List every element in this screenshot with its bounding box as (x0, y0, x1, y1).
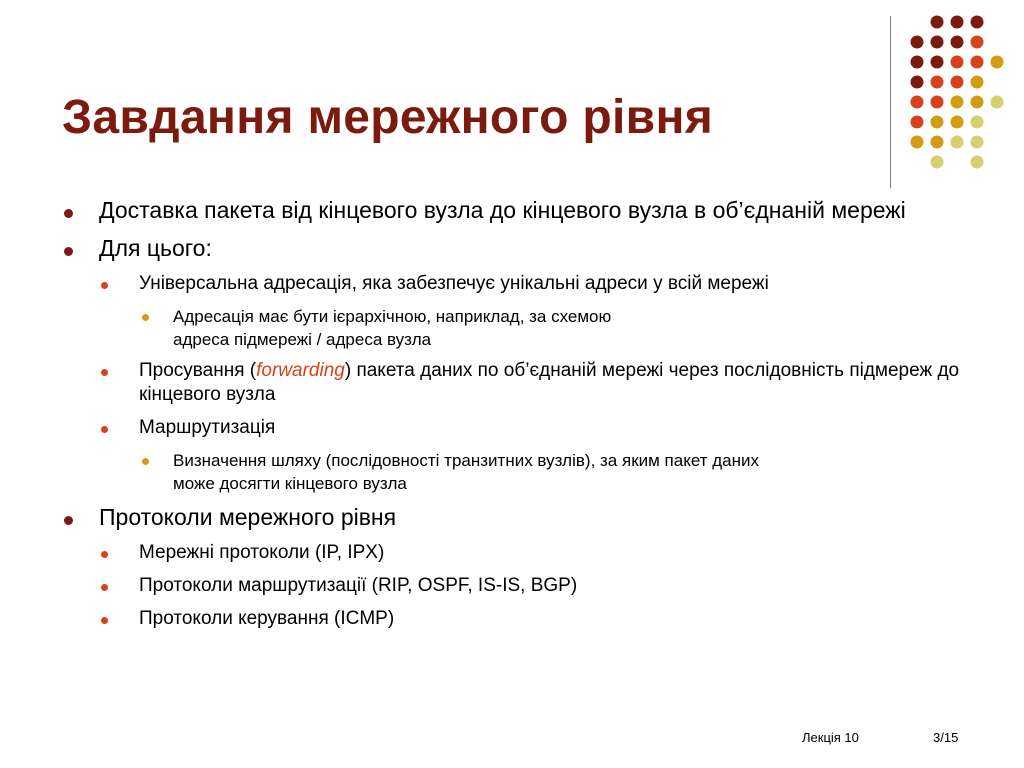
decorative-dot (951, 116, 964, 129)
bullet-marker (101, 282, 108, 289)
bullet-text: Протоколи маршрутизації (RIP, OSPF, IS-IS, BGP) (139, 575, 578, 596)
sub-bullet-forwarding (100, 359, 982, 407)
bullet-text-line: може досягти кінцевого вузла (173, 474, 407, 493)
decorative-dot (931, 36, 944, 49)
bullet-text-pre: Просування ( (139, 360, 257, 381)
title-divider-line (890, 16, 891, 188)
decorative-dot (991, 96, 1004, 109)
bullet-text: Протоколи керування (ICMP) (139, 608, 395, 629)
bullet-text: Мережні протоколи (IP, IPX) (139, 542, 385, 563)
bullet-text: Універсальна адресація, яка забезпечує унікальні адреси у всій мережі (139, 273, 769, 294)
decorative-dot (951, 16, 964, 29)
decorative-dot (951, 56, 964, 69)
bullet-protocols (62, 503, 982, 532)
sub-bullet-routing-protocols (100, 574, 982, 598)
decorative-dot (911, 96, 924, 109)
bullet-delivery (62, 196, 982, 225)
bullet-marker (142, 458, 149, 465)
decorative-dot (971, 56, 984, 69)
decorative-dot (931, 16, 944, 29)
decorative-dot (931, 76, 944, 89)
bullet-text: Доставка пакета від кінцевого вузла до кінцевого вузла в об’єднаній мережі (99, 197, 906, 223)
footer-lecture-label: Лекція 10 (802, 730, 859, 745)
decorative-dot (971, 76, 984, 89)
decorative-dot (951, 136, 964, 149)
bullet-marker (101, 551, 108, 558)
decorative-dot (931, 116, 944, 129)
bullet-marker (64, 209, 73, 218)
bullet-text: Для цього: (99, 235, 212, 261)
decorative-dot (991, 56, 1004, 69)
decorative-dot (951, 36, 964, 49)
decorative-dot (911, 36, 924, 49)
slide-title: Завдання мережного рівня (62, 91, 714, 144)
decorative-dot (911, 136, 924, 149)
decorative-dot (951, 96, 964, 109)
decorative-dot (911, 116, 924, 129)
bullet-text-line: Визначення шляху (послідовності транзитних вузлів), за яким пакет даних (173, 451, 759, 470)
decorative-dot (971, 36, 984, 49)
decorative-dot (911, 56, 924, 69)
decorative-dot (971, 16, 984, 29)
sub-bullet-network-protocols (100, 541, 982, 565)
bullet-marker (101, 369, 108, 376)
decorative-dot (931, 156, 944, 169)
decorative-dot (971, 96, 984, 109)
bullet-text-post: ) пакета даних по об’єднаній мережі через послідовність підмереж до кінцевого вузла (139, 360, 960, 405)
bullet-marker (64, 247, 73, 256)
bullet-marker (142, 314, 149, 321)
sub-sub-bullet-path (138, 449, 982, 495)
bullet-text-line: адреса підмережі / адреса вузла (173, 330, 432, 349)
footer-page-number: 3/15 (933, 730, 959, 745)
bullet-text: Протоколи мережного рівня (99, 504, 397, 530)
bullet-marker (101, 426, 108, 433)
decorative-dot (931, 56, 944, 69)
decorative-dot (971, 156, 984, 169)
sub-bullet-routing (100, 416, 982, 440)
decorative-dot (931, 96, 944, 109)
slide-content (62, 196, 982, 640)
decorative-dot (951, 76, 964, 89)
bullet-text-line: Адресація має бути ієрархічною, наприклад, за схемою (173, 307, 612, 326)
decorative-dot (911, 76, 924, 89)
decorative-dot (971, 116, 984, 129)
sub-bullet-addressing (100, 272, 982, 296)
bullet-marker (101, 584, 108, 591)
decorative-dot (971, 136, 984, 149)
bullet-marker (64, 516, 73, 525)
sub-sub-bullet-hierarchical (138, 305, 982, 351)
bullet-for-this (62, 234, 982, 263)
sub-bullet-control-protocols (100, 607, 982, 631)
bullet-marker (101, 617, 108, 624)
bullet-text: Маршрутизація (139, 417, 276, 438)
forwarding-term: forwarding (256, 360, 345, 381)
decorative-dot (931, 136, 944, 149)
